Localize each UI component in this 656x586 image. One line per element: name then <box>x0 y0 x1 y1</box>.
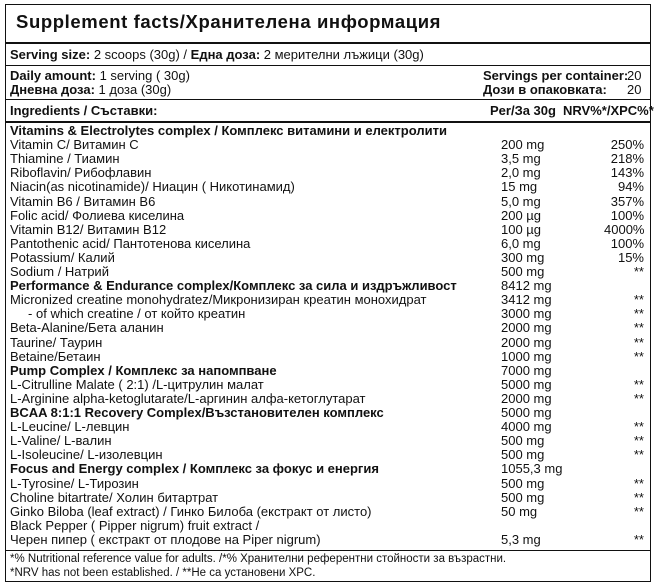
nrv-percent: ** <box>633 376 644 392</box>
nrv-percent: ** <box>633 292 644 308</box>
nrv-percent: ** <box>633 531 644 547</box>
ingredient-row <box>6 166 650 180</box>
amount-per-serving: 3000 mg <box>501 306 552 322</box>
amount-per-serving: 5,0 mg <box>501 193 541 209</box>
amount-per-serving: 2000 mg <box>501 390 552 406</box>
amount-per-serving: 50 mg <box>501 503 538 519</box>
ingredient-name: Taurine/ Таурин <box>10 334 103 350</box>
amount-per-serving: 200 mg <box>501 137 545 153</box>
ingredient-name: - of which creatine / от който креатин <box>10 306 246 322</box>
daily-amount-label: Daily amount: <box>10 68 96 83</box>
panel-title: Supplement facts/Хранителена информация <box>16 11 442 32</box>
ingredient-name: Betaine/Бетаин <box>10 348 101 364</box>
section-name: Performance & Endurance complex/Комплекс за сила и издръжливост <box>10 278 457 294</box>
ingredient-row <box>6 378 650 392</box>
amount-per-serving: 7000 mg <box>501 362 552 378</box>
section-header-row <box>6 124 650 138</box>
ingredient-name: Vitamin B6 / Витамин B6 <box>10 193 156 209</box>
nrv-percent: ** <box>633 306 644 322</box>
amount-per-serving: 2000 mg <box>501 334 552 350</box>
ingredient-row <box>6 307 650 321</box>
ingredient-name: Ginko Biloba (leaf extract) / Гинко Билоба (екстракт от листо) <box>10 503 372 519</box>
ingredient-name: Pantothenic acid/ Пантотенова киселина <box>10 235 251 251</box>
divider <box>6 99 650 100</box>
section-name: Vitamins & Electrolytes complex / Комплекс витамини и електролити <box>10 123 447 138</box>
nrv-percent: ** <box>633 489 644 505</box>
nrv-percent: 94% <box>617 179 644 195</box>
nrv-percent: 357% <box>610 193 644 209</box>
section-header-row <box>6 279 650 293</box>
nrv-percent: ** <box>633 419 644 435</box>
nrv-percent: 218% <box>610 151 644 167</box>
ingredient-name: L-Tyrosine/ L-Тирозин <box>10 475 139 491</box>
ingredient-row <box>6 237 650 251</box>
ingredient-row <box>6 420 650 434</box>
ingredient-row <box>6 434 650 448</box>
ingredient-name: Black Pepper ( Pipper nigrum) fruit extract / <box>10 517 260 533</box>
ingredient-row <box>6 491 650 505</box>
amount-per-serving: 500 mg <box>501 447 545 463</box>
ingredient-row <box>6 448 650 462</box>
amount-per-serving: 4000 mg <box>501 419 552 435</box>
ingredient-row <box>6 180 650 194</box>
ingredient-name: Thiamine / Тиамин <box>10 151 120 167</box>
ingredient-name: L-Arginine alpha-ketoglutarate/L-аргинин алфа-кетоглутарат <box>10 390 366 406</box>
daily-dose-value: 1 доза (30g) <box>94 82 172 97</box>
amount-per-serving: 1000 mg <box>501 348 552 364</box>
amount-per-serving: 500 mg <box>501 264 545 279</box>
ingredient-name: L-Isoleucine/ L-изолевцин <box>10 447 163 463</box>
amount-per-serving: 3,5 mg <box>501 151 541 167</box>
ingredient-name: Vitamin C/ Витамин C <box>10 137 139 153</box>
ingredient-row <box>6 505 650 519</box>
ingredient-row <box>6 152 650 166</box>
ingredient-name: Riboflavin/ Рибофлавин <box>10 165 152 181</box>
ingredient-name: Черен пипер ( екстракт от плодове на Piper nigrum) <box>10 531 321 547</box>
daily-dose <box>10 82 171 97</box>
nrv-percent: 15% <box>617 249 644 265</box>
ingredient-name: Niacin(as nicotinamide)/ Ниацин ( Никотинамид) <box>10 179 295 195</box>
ingredient-name: L-Valine/ L-валин <box>10 433 112 449</box>
ingredient-row <box>6 477 650 491</box>
ingredient-row <box>6 392 650 406</box>
section-header-row <box>6 364 650 378</box>
ingredient-row <box>6 195 650 209</box>
serving-size-value-bg: 2 мерителни лъжици (30g) <box>260 47 424 62</box>
serving-size <box>10 47 424 62</box>
amount-per-serving: 5000 mg <box>501 405 552 420</box>
nrv-percent: 4000% <box>604 221 645 237</box>
nrv-percent: 143% <box>610 165 644 181</box>
ingredient-row <box>6 209 650 223</box>
daily-dose-label: Дневна доза: <box>10 82 95 97</box>
amount-per-serving: 5,3 mg <box>501 531 541 547</box>
ingredient-row <box>6 293 650 307</box>
amount-per-serving: 3412 mg <box>501 292 552 308</box>
doses-per-pack-label: Дози в опаковката: <box>483 82 607 97</box>
divider <box>6 42 650 44</box>
amount-per-serving: 2,0 mg <box>501 165 541 181</box>
amount-per-serving: 15 mg <box>501 179 538 195</box>
nrv-percent: ** <box>633 348 644 364</box>
nrv-percent: ** <box>633 390 644 406</box>
amount-per-serving: 100 µg <box>501 221 542 237</box>
amount-per-serving: 200 µg <box>501 207 542 223</box>
ingredient-row <box>6 251 650 265</box>
nrv-percent: ** <box>633 433 644 449</box>
ingredient-name: L-Citrulline Malate ( 2:1) /L-цитрулин малат <box>10 376 264 392</box>
ingredient-row <box>6 138 650 152</box>
ingredient-row <box>6 336 650 350</box>
nrv-percent: 100% <box>610 207 644 223</box>
ingredient-row <box>6 533 650 547</box>
ingredient-row <box>6 223 650 237</box>
ingredient-row <box>6 321 650 335</box>
ingredient-name: L-Leucine/ L-левцин <box>10 419 130 435</box>
nrv-percent: ** <box>633 447 644 463</box>
nrv-percent: ** <box>633 264 644 279</box>
amount-per-serving: 1055,3 mg <box>501 461 563 477</box>
nrv-percent: ** <box>633 334 644 350</box>
ingredient-row <box>6 350 650 364</box>
amount-per-serving: 500 mg <box>501 489 545 505</box>
servings-per-container-label: Servings per container: <box>483 68 629 83</box>
section-name: BCAA 8:1:1 Recovery Complex/Възстановителен комплекс <box>10 405 384 420</box>
nrv-percent: 250% <box>610 137 644 153</box>
footnote-nrv: *% Nutritional reference value for adults. /*% Хранителни референтни стойности за възрастни. <box>10 553 507 565</box>
serving-size-value: 2 scoops (30g) / <box>90 47 191 62</box>
ingredient-name: Beta-Alanine/Бета аланин <box>10 320 164 336</box>
ingredient-name: Micronized creatine monohydratez/Микронизиран креатин монохидрат <box>10 292 427 308</box>
ingredient-name: Folic acid/ Фолиева киселина <box>10 207 185 223</box>
nrv-percent: ** <box>633 320 644 336</box>
supplement-facts-panel <box>5 4 654 582</box>
daily-amount <box>10 68 190 83</box>
doses-per-pack-value: 20 <box>627 82 642 97</box>
nrv-percent: 100% <box>610 235 644 251</box>
section-name: Focus and Energy complex / Комплекс за фокус и енергия <box>10 461 379 477</box>
divider <box>6 65 650 66</box>
nrv-percent: ** <box>633 475 644 491</box>
section-name: Pump Complex / Комплекс за напомпване <box>10 362 277 378</box>
serving-size-label-bg: Една доза: <box>190 47 261 62</box>
servings-per-container-value: 20 <box>627 68 642 83</box>
ingredient-row <box>6 519 650 533</box>
amount-per-serving: 500 mg <box>501 433 545 449</box>
ingredient-row <box>6 265 650 279</box>
serving-size-label: Serving size: <box>10 47 91 62</box>
section-header-row <box>6 462 650 476</box>
amount-per-serving: 8412 mg <box>501 278 552 294</box>
daily-amount-value: 1 serving ( 30g) <box>95 68 190 83</box>
ingredient-name: Choline bitartrate/ Холин битартрат <box>10 489 219 505</box>
ingredient-name: Sodium / Натрий <box>10 264 109 279</box>
ingredients-header: Ingredients / Съставки: <box>10 103 158 118</box>
amount-per-serving: 500 mg <box>501 475 545 491</box>
nrv-header: NRV%*/XPC%* <box>563 103 654 118</box>
per-serving-header: Per/За 30g <box>490 103 556 118</box>
divider <box>6 550 650 551</box>
ingredient-name: Vitamin B12/ Витамин B12 <box>10 221 167 237</box>
footnote-not-established: *NRV has not been established. / **Не са установени XPC. <box>10 567 316 579</box>
section-header-row <box>6 406 650 420</box>
amount-per-serving: 6,0 mg <box>501 235 541 251</box>
amount-per-serving: 5000 mg <box>501 376 552 392</box>
amount-per-serving: 300 mg <box>501 249 545 265</box>
amount-per-serving: 2000 mg <box>501 320 552 336</box>
nrv-percent: ** <box>633 503 644 519</box>
ingredient-name: Potassium/ Калий <box>10 249 115 265</box>
